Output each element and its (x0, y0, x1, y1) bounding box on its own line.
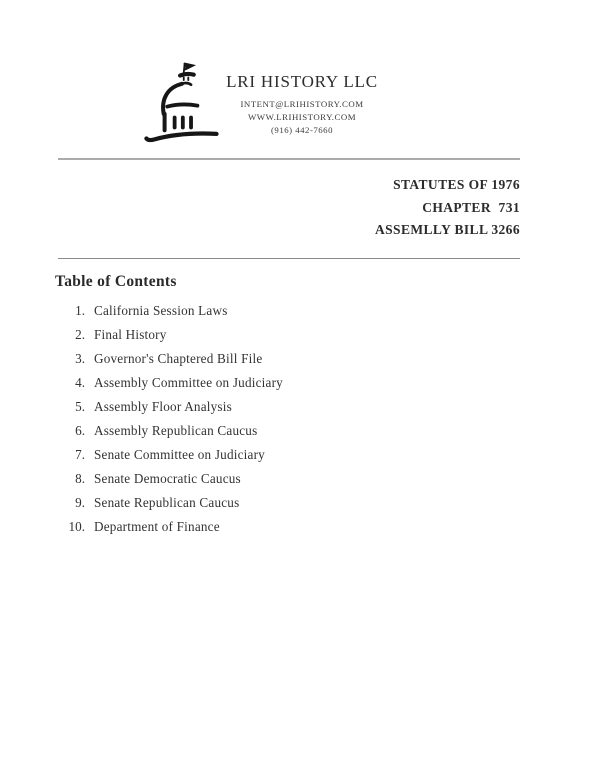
toc-item (55, 399, 415, 423)
company-name: LRI HISTORY LLC (226, 72, 378, 91)
email-text: INTENT@LRIHISTORY.COM (240, 99, 364, 109)
toc-item-number: 9. (75, 495, 85, 510)
toc-item-number: 2. (75, 327, 85, 342)
phone-text: (916) 442-7660 (271, 125, 333, 135)
toc-item-number: 1. (75, 303, 85, 318)
toc-item (55, 471, 415, 495)
statutes-line: STATUTES OF 1976 (393, 177, 520, 192)
toc-item-label: Department of Finance (94, 519, 220, 534)
toc-item (55, 423, 415, 447)
toc-item-number: 4. (75, 375, 85, 390)
divider-top (58, 158, 520, 160)
toc-item-label: Assembly Republican Caucus (94, 423, 258, 438)
toc-item-label: California Session Laws (94, 303, 228, 318)
toc-item (55, 351, 415, 375)
toc-item-label: Governor's Chaptered Bill File (94, 351, 263, 366)
website-text: WWW.LRIHISTORY.COM (247, 112, 357, 122)
toc-item (55, 327, 415, 351)
chapter-line: CHAPTER 731 (422, 199, 520, 215)
toc-item-number: 3. (75, 351, 85, 366)
toc-item (55, 375, 415, 399)
assembly-bill-line: ASSEMLLY BILL 3266 (374, 222, 520, 237)
toc-item-number: 7. (75, 447, 85, 462)
toc-item (55, 519, 415, 543)
divider-bottom (58, 258, 520, 259)
bill-reference-block (375, 174, 520, 242)
toc-item-number: 6. (75, 423, 85, 438)
toc-item-label: Assembly Floor Analysis (94, 399, 232, 414)
toc-item-number: 5. (75, 399, 85, 414)
toc-item (55, 495, 415, 519)
toc-item-label: Senate Democratic Caucus (94, 471, 241, 486)
capitol-dome-logo-icon (140, 60, 222, 144)
toc-item (55, 447, 415, 471)
toc-title: Table of Contents (55, 273, 177, 290)
header-contact-block (213, 72, 391, 137)
toc-item-number: 10. (68, 519, 85, 534)
toc-item-label: Senate Republican Caucus (94, 495, 240, 510)
toc-list (55, 303, 415, 543)
toc-item-label: Assembly Committee on Judiciary (94, 375, 283, 390)
toc-item-label: Senate Committee on Judiciary (94, 447, 265, 462)
toc-item (55, 303, 415, 327)
toc-item-label: Final History (94, 327, 167, 342)
toc-item-number: 8. (75, 471, 85, 486)
